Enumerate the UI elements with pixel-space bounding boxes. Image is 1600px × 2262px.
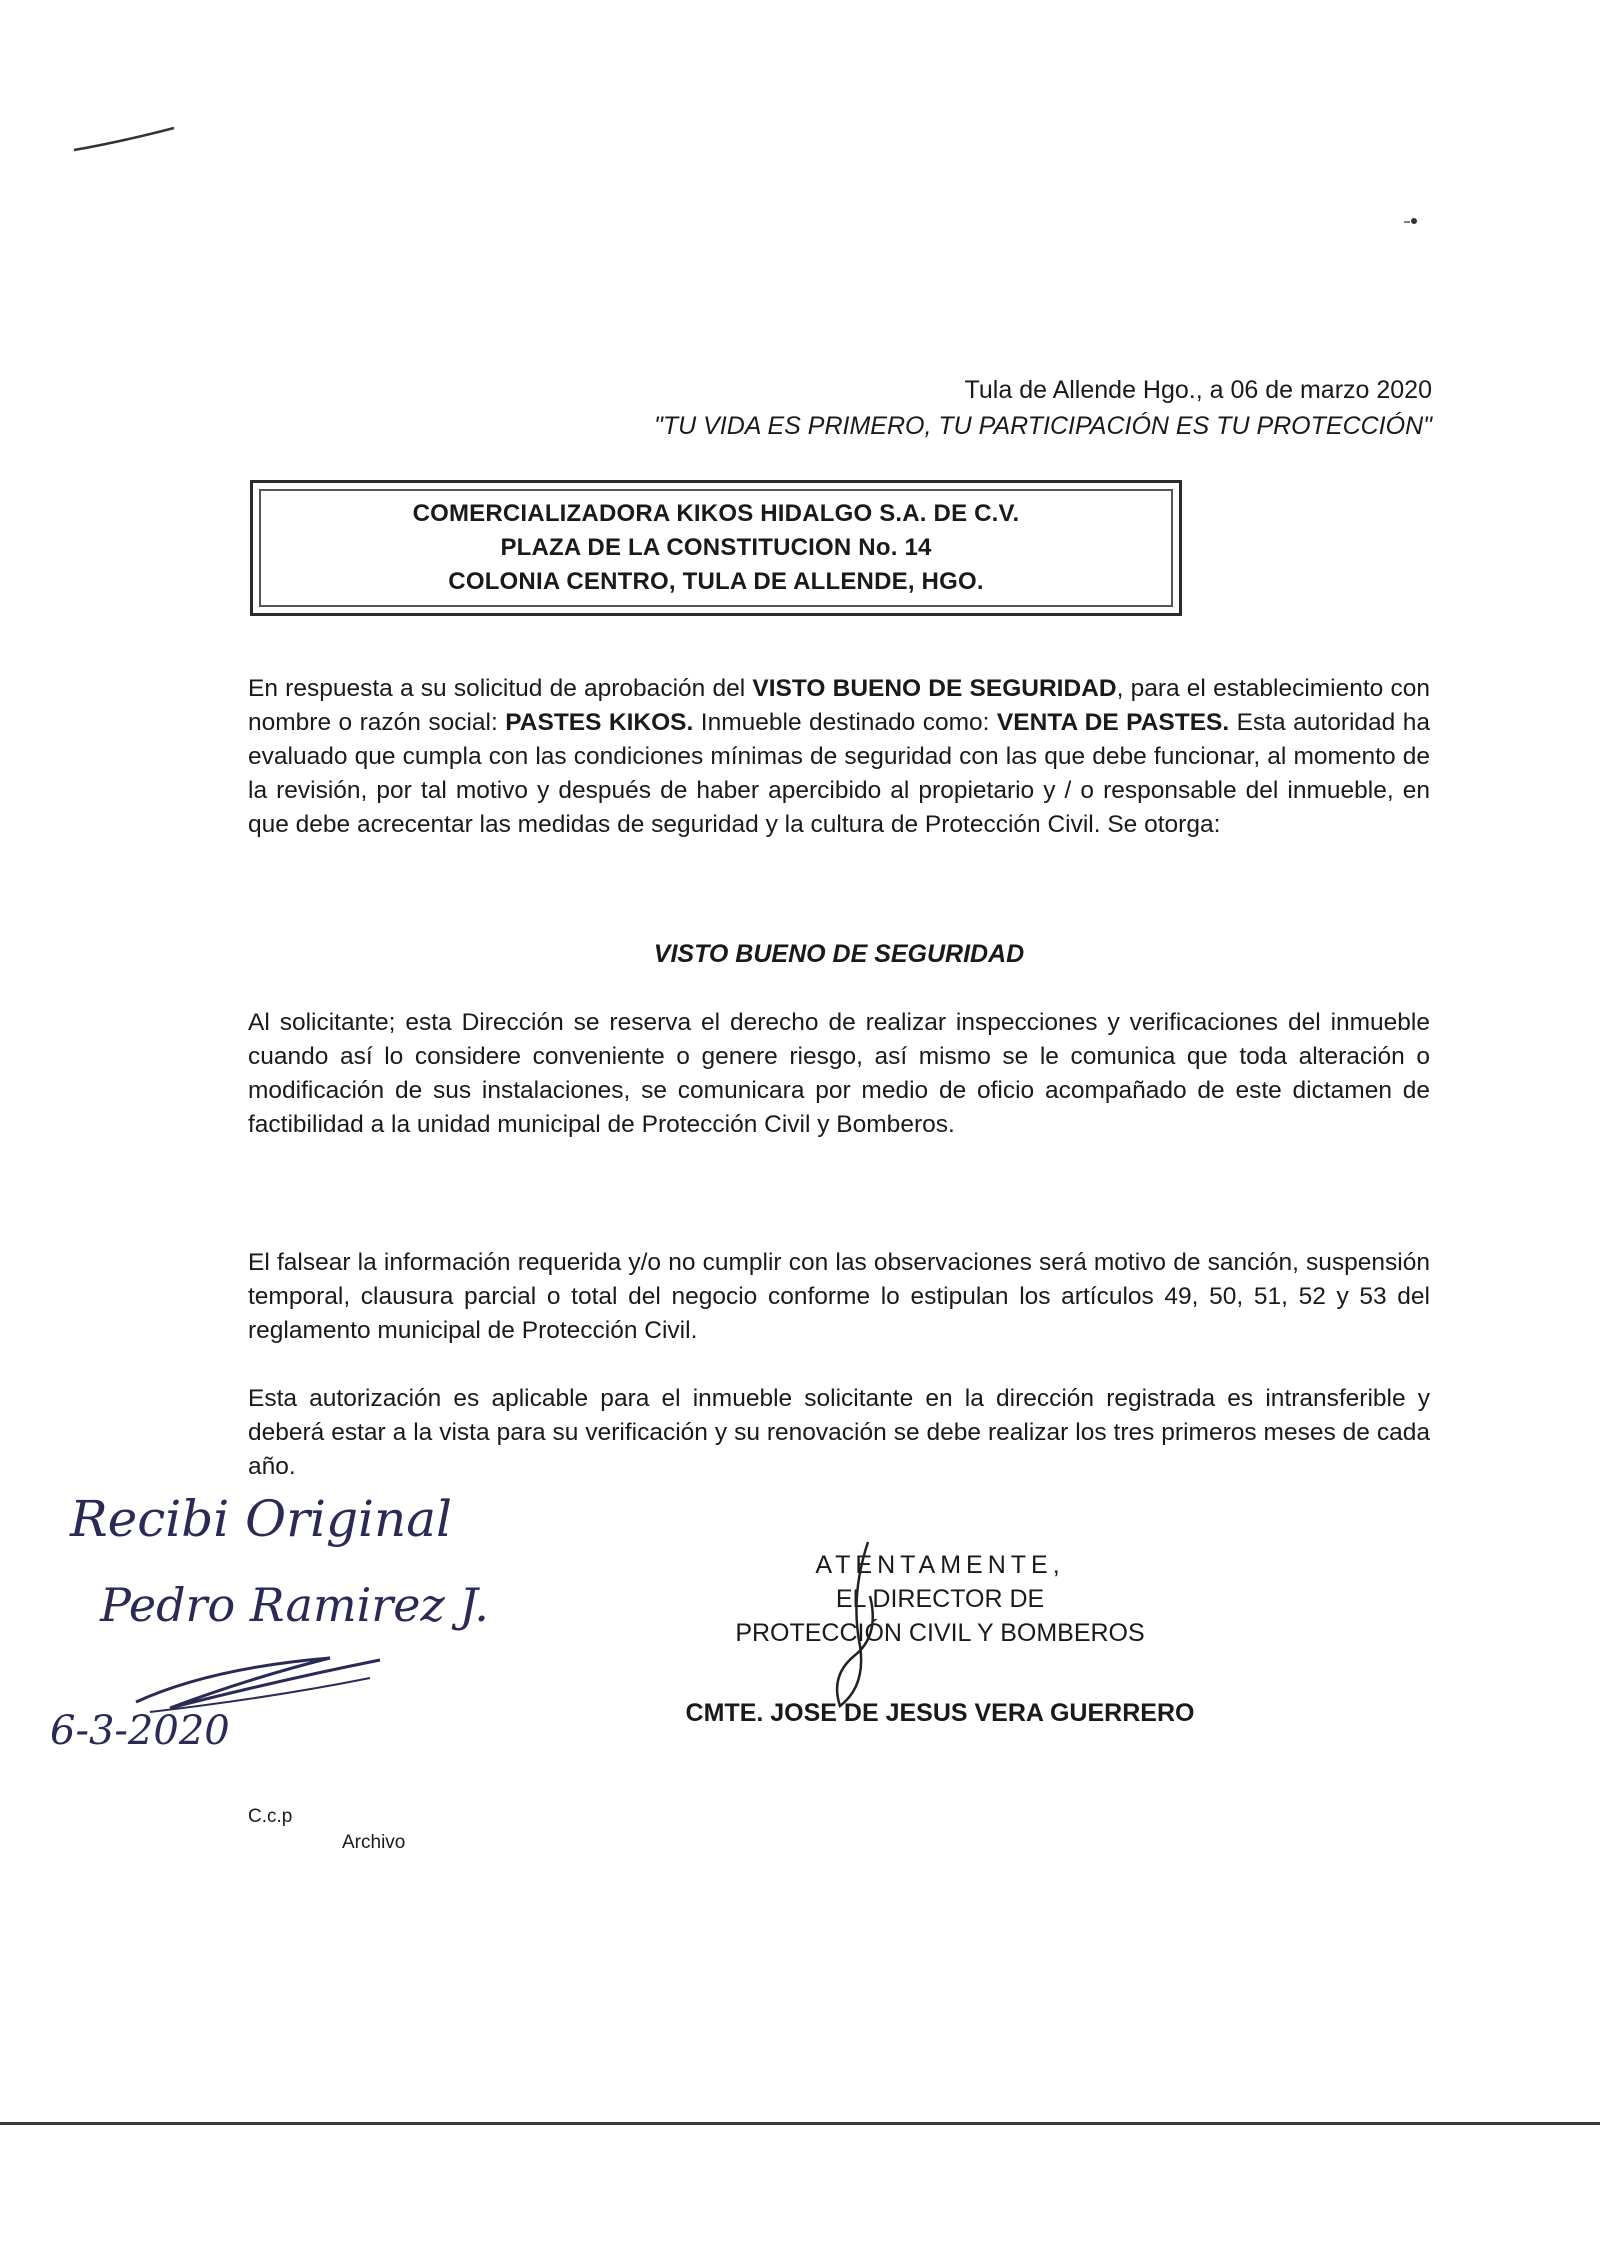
p1-text-c: , para el establecimiento con nombre o razón social:: [248, 675, 1431, 736]
signature-block: [560, 1548, 1320, 1730]
paragraph-sanctions: El falsear la información requerida y/o no cumplir con las observaciones será motivo de sanción, suspensión temporal, clausura parcial o total del negocio conforme lo estipulan los artículos 49, 50, 51, 52 y 53 del reglamento municipal de Protección Civil.: [248, 1249, 1430, 1344]
handwritten-receipt: [40, 1470, 560, 1790]
p1-visto-bueno: VISTO BUENO DE SEGURIDAD: [752, 675, 1117, 702]
pen-stroke-mark: [70, 120, 180, 160]
city-address: COLONIA CENTRO, TULA DE ALLENDE, HGO.: [448, 568, 984, 595]
p1-text-g: Esta autoridad ha evaluado que cumpla con las condiciones mínimas de seguridad con las que debe funcionar, al momento de la revisión, por tal motivo y después de haber apercibido al propietario y / o responsable del inmueble, en que debe acrecentar las medidas de seguridad y la cultura de Protección Civil. Se otorga:: [248, 709, 1431, 838]
company-name: COMERCIALIZADORA KIKOS HIDALGO S.A. DE C.V.: [412, 500, 1020, 527]
handwritten-received: Recibi Original: [70, 1490, 453, 1548]
handwritten-name: Pedro Ramirez J.: [100, 1578, 489, 1632]
closing-word: ATENTAMENTE,: [815, 1551, 1065, 1579]
p1-business-name: PASTES KIKOS.: [505, 709, 694, 736]
handwritten-signature-scribble: [130, 1638, 390, 1718]
slogan: "TU VIDA ES PRIMERO, TU PARTICIPACIÓN ES TU PROTECCIÓN": [653, 412, 1432, 440]
ccp-label: C.c.p: [248, 1806, 293, 1827]
address-box: [250, 480, 1182, 616]
date-line: Tula de Allende Hgo., a 06 de marzo 2020: [964, 376, 1432, 404]
p1-text-a: En respuesta a su solicitud de aprobación del: [248, 675, 753, 702]
scan-speck: [1402, 214, 1422, 228]
director-name: CMTE. JOSE DE JESUS VERA GUERRERO: [685, 1699, 1195, 1727]
street-address: PLAZA DE LA CONSTITUCION No. 14: [500, 534, 932, 561]
archivo-label: Archivo: [342, 1832, 406, 1853]
director-title: EL DIRECTOR DE: [835, 1585, 1045, 1613]
p1-business-use: VENTA DE PASTES.: [996, 709, 1230, 736]
handwritten-date: 6-3-2020: [50, 1708, 230, 1754]
bottom-scan-line: [0, 2122, 1600, 2125]
p1-text-e: Inmueble destinado como:: [693, 709, 997, 736]
paragraph-validity: Esta autorización es aplicable para el inmueble solicitante en la dirección registrada es intransferible y deberá estar a la vista para su verificación y su renovación se debe realizar los tres primeros meses de cada año.: [248, 1385, 1430, 1480]
address-box-inner: [259, 489, 1173, 607]
director-signature-scribble: [810, 1536, 900, 1716]
paragraph-request: [248, 672, 1430, 842]
section-title: VISTO BUENO DE SEGURIDAD: [653, 940, 1025, 968]
paragraph-rights: Al solicitante; esta Dirección se reserva el derecho de realizar inspecciones y verificaciones del inmueble cuando así lo considere conveniente o genere riesgo, así mismo se le comunica que toda alteración o modificación de sus instalaciones, se comunicara por medio de oficio acompañado de este dictamen de factibilidad a la unidad municipal de Protección Civil y Bomberos.: [248, 1009, 1430, 1138]
department-name: PROTECCIÓN CIVIL Y BOMBEROS: [735, 1619, 1145, 1647]
